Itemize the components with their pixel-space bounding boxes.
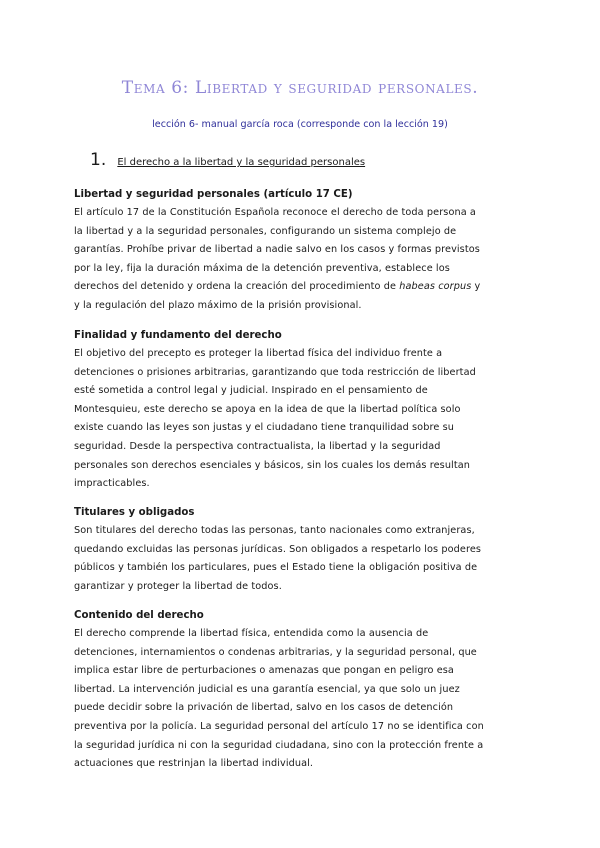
paragraph-line: Son titulares del derecho todas las personas, tanto nacionales como extranjeras, xyxy=(74,525,475,536)
paragraph-line: quedando excluidas las personas jurídicas. Son obligados a respetarlo los poderes xyxy=(74,543,482,555)
paragraph-line: El derecho comprende la libertad física, entendida como la ausencia de xyxy=(74,628,429,639)
content-block-contenido xyxy=(74,607,534,774)
paragraph-line: la seguridad jurídica ni con la seguridad ciudadana, sino con la protección frente a xyxy=(74,739,484,751)
block-heading: Libertad y seguridad personales (artículo 17 CE) xyxy=(74,189,353,200)
page-subtitle: lección 6- manual garcía roca (corresponde con la lección 19) xyxy=(152,119,448,130)
paragraph-line: detenciones, internamientos o condenas arbitrarias, y la seguridad personal, que xyxy=(74,646,477,658)
paragraph-line: por la ley, fija la duración máxima de la detención preventiva, establece los xyxy=(74,262,450,274)
page-title: Tema 6: Libertad y seguridad personales. xyxy=(121,78,479,98)
paragraph-line: la libertad y a la seguridad personales, configurando un sistema complejo de xyxy=(74,225,457,237)
paragraph-line: esté sometida a control legal y judicial. Inspirado en el pensamiento de xyxy=(74,385,428,397)
paragraph-line: puede decidir sobre la privación de libertad, salvo en los casos de detención xyxy=(74,702,454,714)
line-text: derechos del detenido y ordena la creación del procedimiento de xyxy=(74,281,400,293)
block-heading: Contenido del derecho xyxy=(74,610,204,621)
content-block-titulares xyxy=(74,504,534,596)
paragraph-line xyxy=(74,278,534,297)
paragraph-line: impracticables. xyxy=(74,478,150,490)
section-title: El derecho a la libertad y la seguridad personales xyxy=(117,157,366,168)
paragraph-line: El artículo 17 de la Constitución Española reconoce el derecho de toda persona a xyxy=(74,207,476,218)
italic-term: habeas corpus xyxy=(399,281,472,293)
paragraph-line: implica estar libre de perturbaciones o amenazas que pongan en peligro esa xyxy=(74,665,454,677)
content-block-finalidad xyxy=(74,327,534,494)
paragraph-line: Montesquieu, este derecho se apoya en la idea de que la libertad política solo xyxy=(74,403,461,415)
paragraph-line: detenciones o prisiones arbitrarias, garantizando que toda restricción de libertad xyxy=(74,366,476,378)
paragraph-line: preventiva por la policía. La seguridad personal del artículo 17 no se identifica con xyxy=(74,720,484,732)
block-paragraph xyxy=(74,625,534,774)
paragraph-line: seguridad. Desde la perspectiva contractualista, la libertad y la seguridad xyxy=(74,440,441,452)
section-heading xyxy=(90,150,365,170)
paragraph-line: actuaciones que restrinjan la libertad individual. xyxy=(74,758,314,770)
block-paragraph xyxy=(74,204,534,316)
block-paragraph xyxy=(74,345,534,494)
paragraph-line: libertad. La intervención judicial es una garantía esencial, ya que solo un juez xyxy=(74,683,460,695)
section-number: 1. xyxy=(90,150,107,170)
paragraph-line: garantías. Prohíbe privar de libertad a nadie salvo en los casos y formas previstos xyxy=(74,244,480,256)
paragraph-line: públicos y también los particulares, pues el Estado tiene la obligación positiva de xyxy=(74,562,478,574)
line-text: y xyxy=(471,281,481,293)
paragraph-line: existe cuando las leyes son justas y el ciudadano tiene tranquilidad sobre su xyxy=(74,422,454,434)
paragraph-line: personales son derechos esenciales y básicos, sin los cuales los demás resultan xyxy=(74,459,471,471)
paragraph-line: y la regulación del plazo máximo de la prisión provisional. xyxy=(74,299,362,311)
paragraph-line: El objetivo del precepto es proteger la libertad física del individuo frente a xyxy=(74,348,443,359)
content-block-articulo-17 xyxy=(74,186,534,316)
block-heading: Titulares y obligados xyxy=(74,507,195,518)
block-heading: Finalidad y fundamento del derecho xyxy=(74,330,282,341)
paragraph-line: garantizar y proteger la libertad de todos. xyxy=(74,580,282,592)
block-paragraph xyxy=(74,522,534,596)
